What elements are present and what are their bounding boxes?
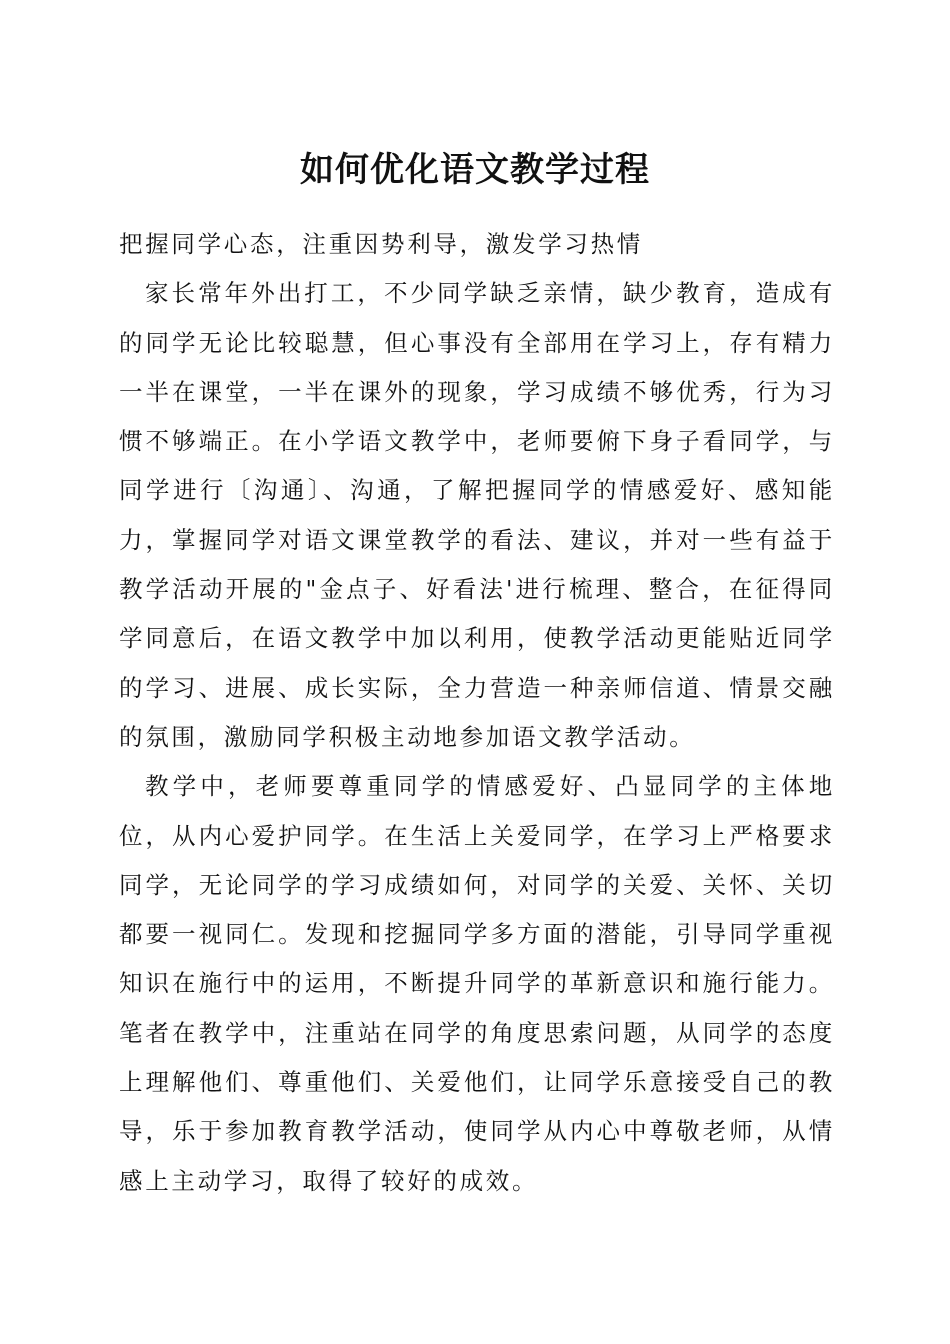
paragraph: 教学中，老师要尊重同学的情感爱好、凸显同学的主体地位，从内心爱护同学。在生活上关爱同学，在学习上严格要求同学，无论同学的学习成绩如何，对同学的关爱、关怀、关切都要一视同仁。发现和挖掘同学多方面的潜能，引导同学重视知识在施行中的运用，不断提升同学的革新意识和施行能力。笔者在教学中，注重站在同学的角度思索问题，从同学的态度上理解他们、尊重他们、关爱他们，让同学乐意接受自己的教导，乐于参加教育教学活动，使同学从内心中尊敬老师，从情感上主动学习，取得了较好的成效。 — [119, 772, 835, 1195]
document-body — [119, 220, 835, 1206]
section-heading: 把握同学心态，注重因势利导，激发学习热情 — [119, 230, 643, 258]
paragraph: 家长常年外出打工，不少同学缺乏亲情，缺少教育，造成有的同学无论比较聪慧，但心事没有全部用在学习上，存有精力一半在课堂，一半在课外的现象，学习成绩不够优秀，行为习惯不够端正。在小学语文教学中，老师要俯下身子看同学，与同学进行〔沟通〕、沟通，了解把握同学的情感爱好、感知能力，掌握同学对语文课堂教学的看法、建议，并对一些有益于教学活动开展的"金点子、好看法'进行梳理、整合，在征得同学同意后，在语文教学中加以利用，使教学活动更能贴近同学的学习、进展、成长实际，全力营造一种亲师信道、情景交融的氛围，激励同学积极主动地参加语文教学活动。 — [119, 279, 835, 751]
document-title: 如何优化语文教学过程 — [300, 150, 650, 190]
